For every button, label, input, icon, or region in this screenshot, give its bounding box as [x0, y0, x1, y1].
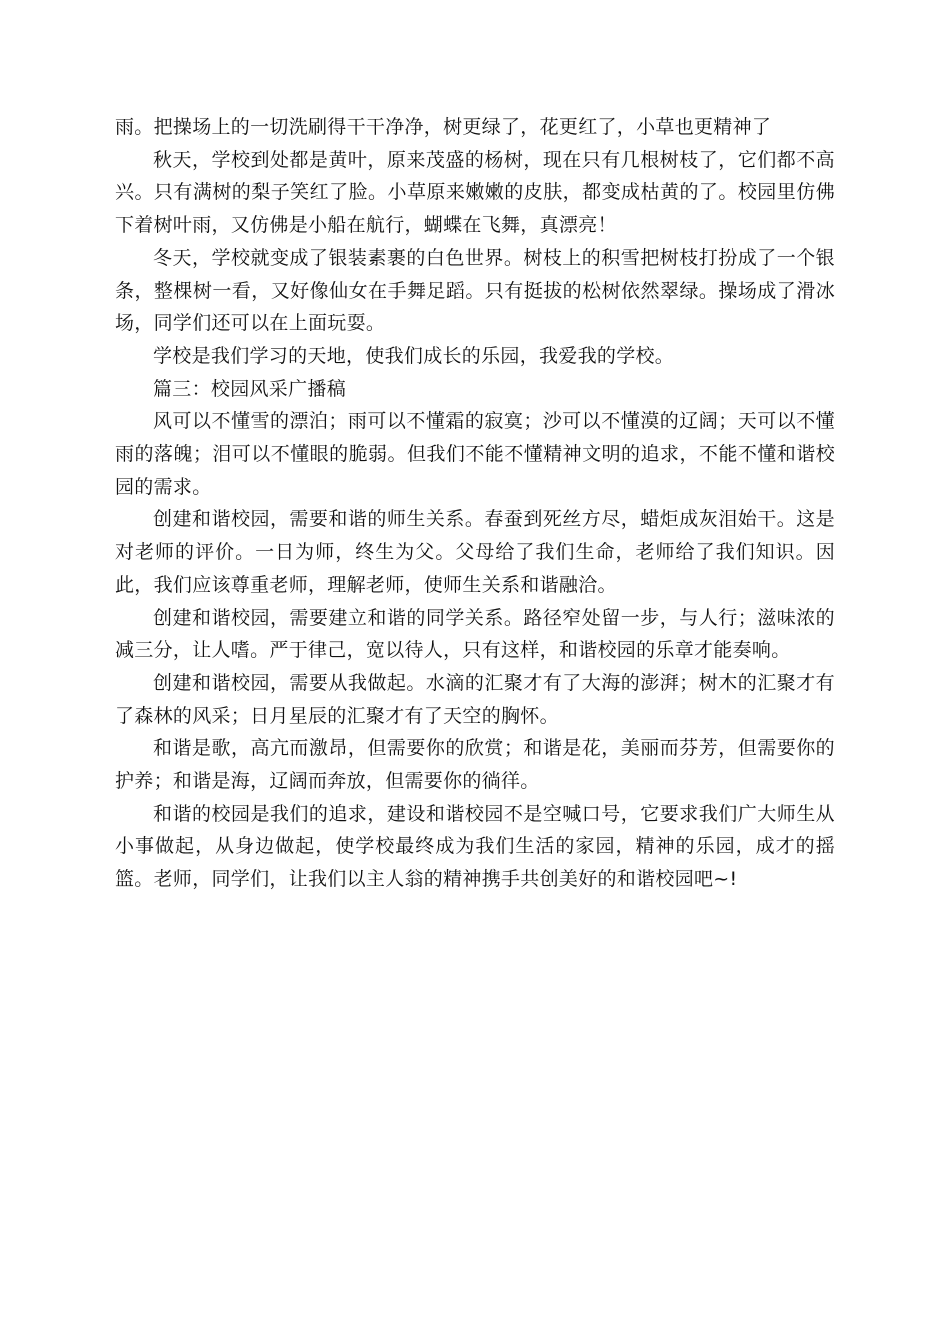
document-body: [115, 111, 835, 896]
paragraph-6: 风可以不懂雪的漂泊；雨可以不懂霜的寂寞；沙可以不懂漠的辽阔；天可以不懂雨的落魄；泪可以不懂眼的脆弱。但我们不能不懂精神文明的追求，不能不懂和谐校园的需求。: [115, 410, 835, 498]
paragraph-2: 秋天，学校到处都是黄叶，原来茂盛的杨树，现在只有几根树枝了，它们都不高兴。只有满树的梨子笑红了脸。小草原来嫩嫩的皮肤，都变成枯黄的了。校园里仿佛下着树叶雨，又仿佛是小船在航行，蝴蝶在飞舞，真漂亮！: [115, 148, 835, 237]
paragraph-1: 雨。把操场上的一切洗刷得干干净净，树更绿了，花更红了，小草也更精神了: [115, 116, 772, 138]
paragraph-10: 和谐是歌，高亢而激昂，但需要你的欣赏；和谐是花，美丽而芬芳，但需要你的护养；和谐是海，辽阔而奔放，但需要你的徜徉。: [115, 737, 835, 793]
paragraph-3: 冬天，学校就变成了银装素裹的白色世界。树枝上的积雪把树枝打扮成了一个银条，整棵树一看，又好像仙女在手舞足蹈。只有挺拔的松树依然翠绿。操场成了滑冰场，同学们还可以在上面玩耍。: [115, 246, 835, 335]
paragraph-7: 创建和谐校园，需要和谐的师生关系。春蚕到死丝方尽，蜡炬成灰泪始干。这是对老师的评价。一日为师，终生为父。父母给了我们生命，老师给了我们知识。因此，我们应该尊重老师，理解老师，使师生关系和谐融洽。: [115, 508, 835, 596]
paragraph-8: 创建和谐校园，需要建立和谐的同学关系。路径窄处留一步，与人行；滋味浓的减三分，让人嗜。严于律己，宽以待人，只有这样，和谐校园的乐章才能奏响。: [115, 606, 835, 662]
paragraph-4: 学校是我们学习的天地，使我们成长的乐园，我爱我的学校。: [153, 344, 675, 367]
section-heading: 篇三：校园风采广播稿: [153, 377, 347, 400]
paragraph-11: 和谐的校园是我们的追求，建设和谐校园不是空喊口号，它要求我们广大师生从小事做起，从身边做起，使学校最终成为我们生活的家园，精神的乐园，成才的摇篮。老师，同学们，让我们以主人翁的精神携手共创美好的和谐校园吧~!: [115, 802, 835, 891]
paragraph-9: 创建和谐校园，需要从我做起。水滴的汇聚才有了大海的澎湃；树木的汇聚才有了森林的风采；日月星辰的汇聚才有了天空的胸怀。: [115, 671, 835, 727]
